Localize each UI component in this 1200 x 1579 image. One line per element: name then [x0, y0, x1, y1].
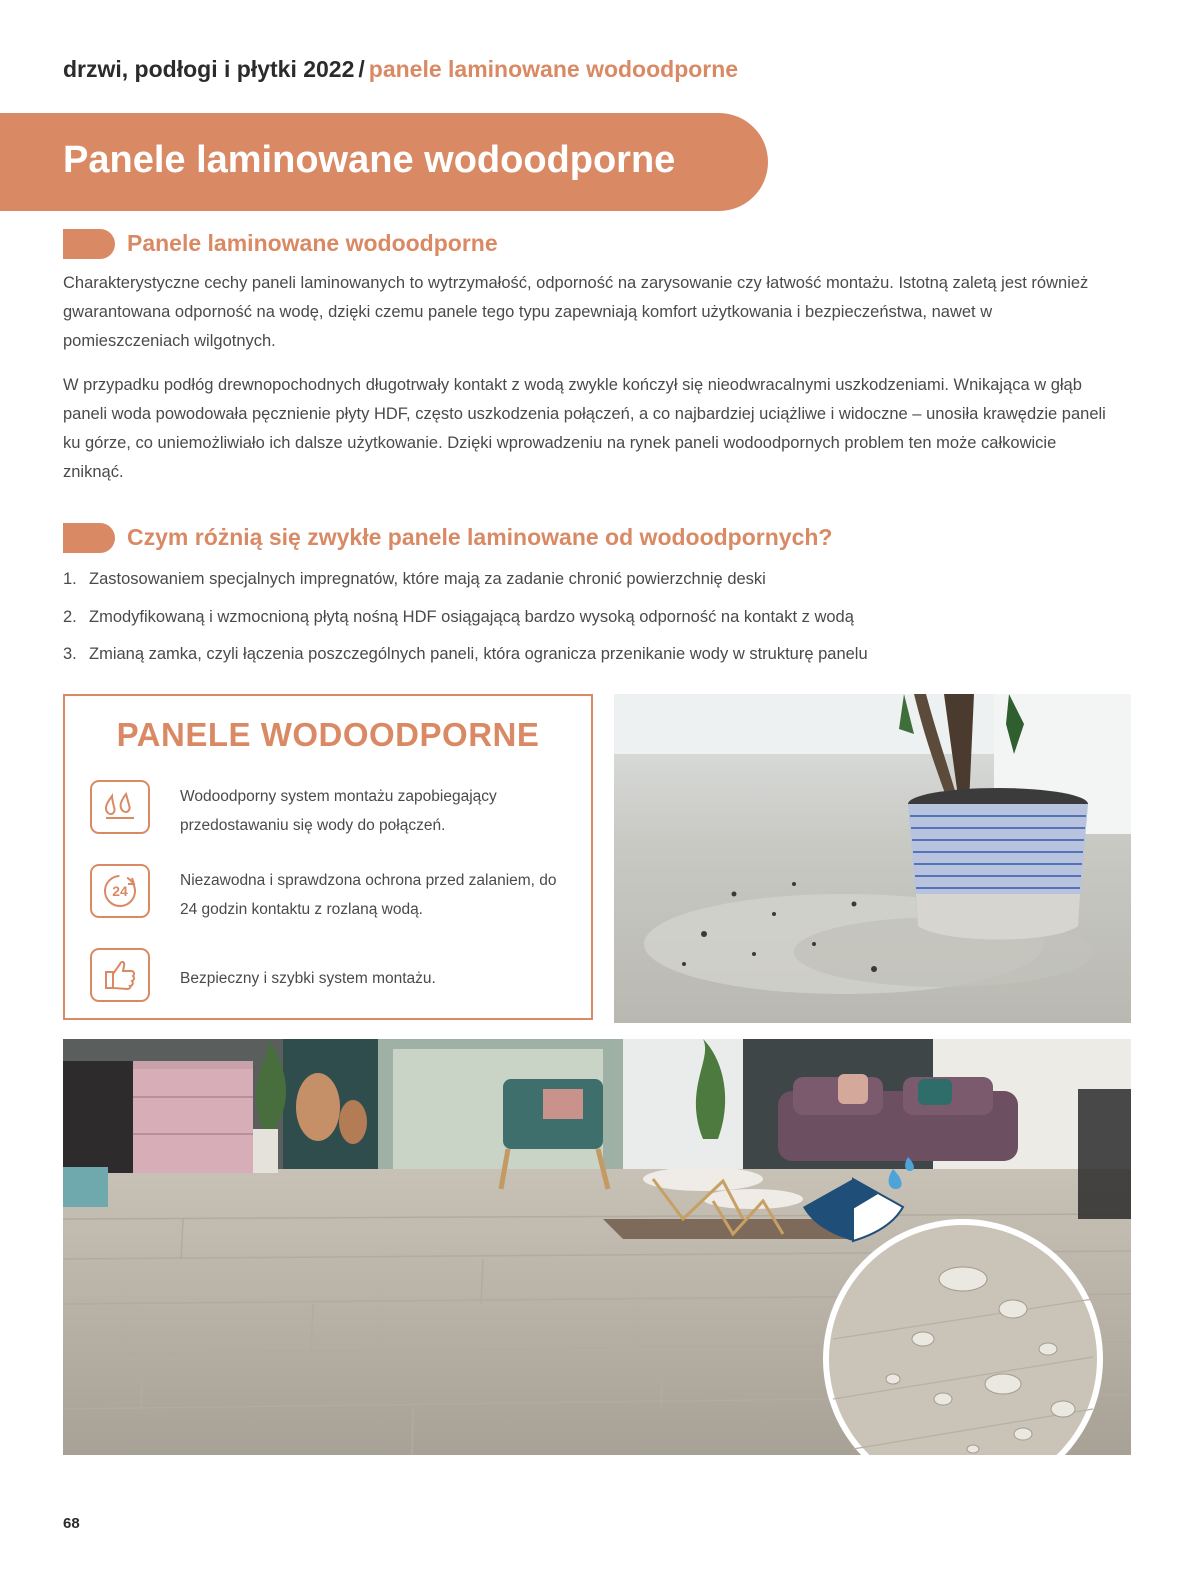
section2-heading-text: Czym różnią się zwykłe panele laminowane od wodoodpornych? [127, 524, 833, 550]
feature-text: Bezpieczny i szybki system montażu. [180, 970, 436, 987]
section1-heading-text: Panele laminowane wodoodporne [127, 230, 498, 256]
feature-item [90, 948, 570, 1008]
section-tab-shape [63, 229, 115, 259]
title-banner [0, 113, 768, 211]
list-item: 2. Zmodyfikowaną i wzmocnioną płytą nośną HDF osiągającą bardzo wysoką odporność na kontakt z wodą [63, 607, 854, 626]
section-tab-shape [63, 523, 115, 553]
section1-paragraph-2: W przypadku podłóg drewnopochodnych długotrwały kontakt z wodą zwykle kończył się nieodwracalnymi uszkodzeniami. Wnikająca w głąb paneli woda powodowała pęcznienie płyty HDF, często uszkodzenia połączeń, a co najbardziej uciążliwe i widoczne – unosiła krawędzie paneli ku górze, co uniemożliwiało ich dalsze użytkowanie. Dzięki wprowadzeniu na rynek paneli wodoodpornych problem ten może całkowicie zniknąć. [63, 376, 1106, 481]
list-item: 3. Zmianą zamka, czyli łączenia poszczególnych paneli, która ogranicza przenikanie wody w strukturę panelu [63, 645, 868, 663]
page-number: 68 [63, 1515, 80, 1532]
section2-heading [63, 523, 963, 553]
water-drops-icon [90, 780, 150, 834]
feature-box [63, 694, 593, 1020]
differences-list [63, 565, 1123, 678]
feature-box-title: PANELE WODOODPORNE [116, 716, 540, 753]
breadcrumb-separator: / [358, 56, 365, 82]
24-hours-label: 24 [112, 883, 128, 899]
section1-paragraph-1: Charakterystyczne cechy paneli laminowanych to wytrzymałość, odporność na zarysowanie czy łatwość montażu. Istotną zaletą jest również gwarantowana odporność na wodę, dzięki czemu panele tego typu zapewniają komfort użytkowania i bezpieczeństwa, nawet w pomieszczeniach wilgotnych. [63, 274, 1089, 350]
section1-heading [63, 229, 663, 259]
feature-text: Wodoodporny system montażu zapobiegający przedostawaniu się wody do połączeń. [180, 788, 497, 834]
breadcrumb-current: panele laminowane wodoodporne [368, 56, 739, 82]
living-room-photo [63, 1039, 1131, 1455]
thumbs-up-icon [90, 948, 150, 1002]
breadcrumb-main: drzwi, podłogi i płytki 2022 [63, 56, 355, 82]
list-item: 1. Zastosowaniem specjalnych impregnatów, które mają za zadanie chronić powierzchnię deski [63, 570, 766, 588]
feature-text: Niezawodna i sprawdzona ochrona przed zalaniem, do 24 godzin kontaktu z rozlaną wodą. [180, 872, 557, 918]
breadcrumb [63, 56, 738, 83]
feature-item [90, 780, 570, 840]
page-title: Panele laminowane wodoodporne [63, 139, 676, 181]
24-hours-icon [90, 864, 150, 918]
feature-item [90, 864, 570, 924]
plant-pot-photo [614, 694, 1131, 1023]
